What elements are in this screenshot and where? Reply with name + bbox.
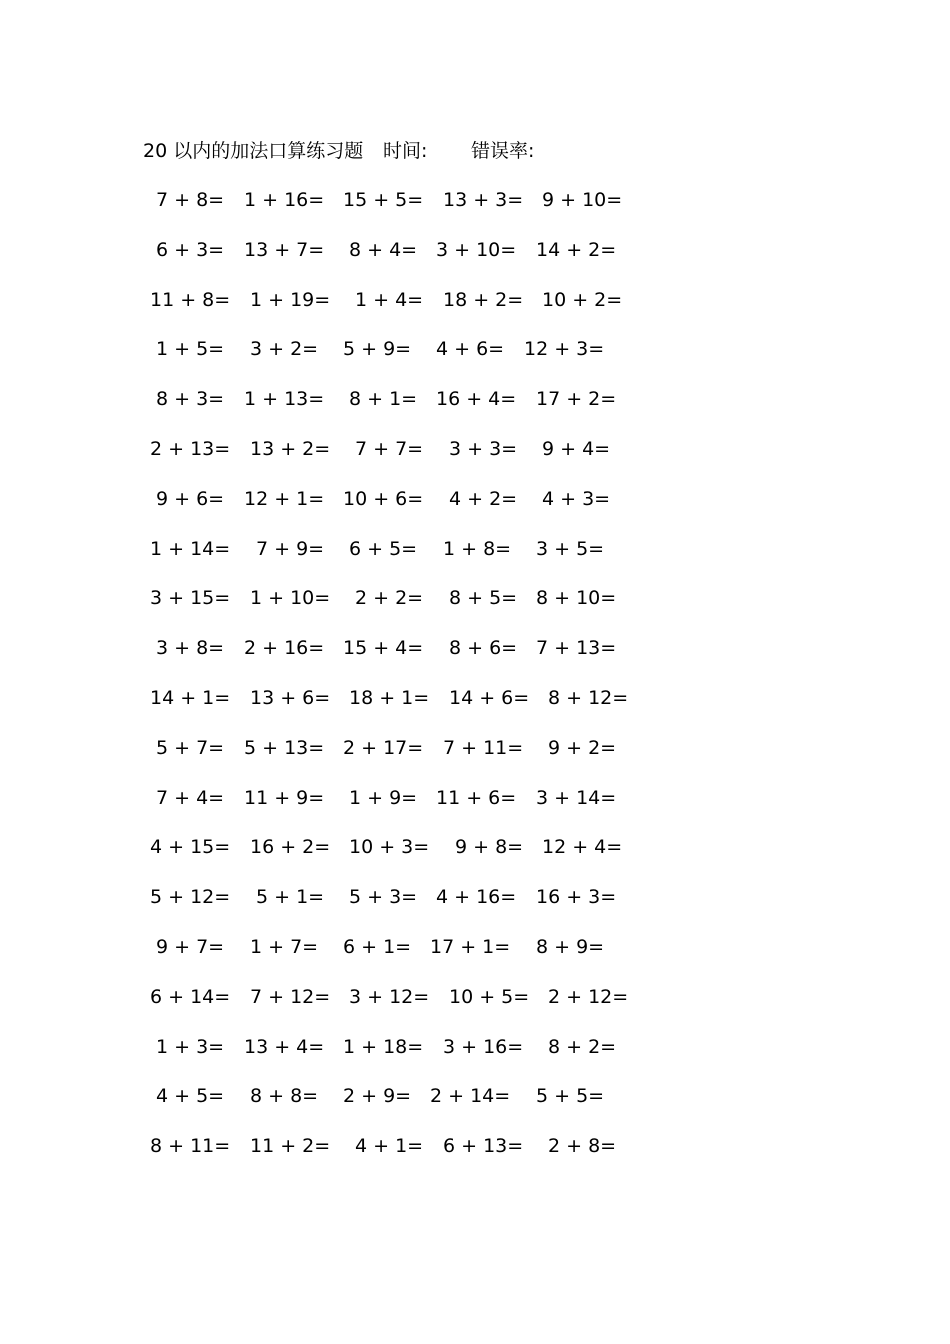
- problem-row: [0, 435, 950, 463]
- problem-item: 3 + 3=: [449, 438, 518, 460]
- problem-item: 8 + 12=: [548, 687, 629, 709]
- error-rate-label: 错误率:: [471, 140, 535, 162]
- problem-item: 6 + 13=: [443, 1135, 524, 1158]
- problem-item: 6 + 5=: [349, 537, 418, 560]
- problem-item: 7 + 12=: [250, 985, 331, 1008]
- problem-row: [0, 1082, 950, 1110]
- time-label: 时间:: [383, 140, 428, 162]
- problem-item: 3 + 10=: [436, 238, 517, 261]
- problem-item: 7 + 8=: [156, 189, 225, 211]
- problem-item: 1 + 19=: [250, 288, 331, 311]
- problem-row: [0, 584, 950, 612]
- problem-item: 18 + 2=: [443, 288, 524, 311]
- problem-item: 7 + 13=: [536, 637, 617, 660]
- problem-item: 1 + 16=: [244, 189, 325, 211]
- problem-item: 13 + 7=: [244, 238, 325, 261]
- problem-item: 8 + 8=: [250, 1085, 319, 1108]
- problem-item: 18 + 1=: [349, 687, 430, 709]
- problem-item: 1 + 14=: [150, 537, 231, 560]
- problem-item: 7 + 9=: [256, 537, 325, 560]
- problem-item: 8 + 3=: [156, 388, 225, 411]
- problem-item: 4 + 2=: [449, 487, 518, 510]
- problem-item: 4 + 6=: [436, 338, 505, 361]
- problem-item: 8 + 4=: [349, 238, 418, 261]
- problem-item: 2 + 17=: [343, 736, 424, 759]
- problem-item: 16 + 4=: [436, 388, 517, 411]
- problem-item: 1 + 5=: [156, 338, 225, 361]
- problem-item: 4 + 3=: [542, 487, 611, 510]
- problem-item: 3 + 8=: [156, 637, 225, 660]
- problem-item: 5 + 7=: [156, 736, 225, 759]
- problem-item: 14 + 6=: [449, 687, 530, 709]
- problem-item: 10 + 5=: [449, 985, 530, 1008]
- problem-item: 3 + 12=: [349, 985, 430, 1008]
- problem-row: [0, 833, 950, 861]
- problem-item: 11 + 8=: [150, 288, 231, 311]
- problem-item: 16 + 3=: [536, 886, 617, 909]
- problem-item: 4 + 15=: [150, 836, 231, 859]
- problem-row: [0, 286, 950, 314]
- problem-item: 8 + 9=: [536, 936, 605, 958]
- problem-item: 5 + 13=: [244, 736, 325, 759]
- problem-item: 9 + 7=: [156, 936, 225, 958]
- problem-row: [0, 335, 950, 363]
- problem-item: 3 + 16=: [443, 1035, 524, 1058]
- problem-item: 2 + 16=: [244, 637, 325, 660]
- problem-item: 7 + 4=: [156, 786, 225, 809]
- problem-row: [0, 883, 950, 911]
- problem-item: 1 + 8=: [443, 537, 512, 560]
- problem-item: 13 + 6=: [250, 687, 331, 709]
- problem-item: 1 + 3=: [156, 1035, 225, 1058]
- problem-item: 2 + 9=: [343, 1085, 412, 1108]
- problem-item: 5 + 5=: [536, 1085, 605, 1108]
- problem-item: 4 + 16=: [436, 886, 517, 909]
- problem-item: 8 + 2=: [548, 1035, 617, 1058]
- problem-item: 2 + 8=: [548, 1135, 617, 1158]
- problem-item: 10 + 3=: [349, 836, 430, 859]
- problem-item: 3 + 5=: [536, 537, 605, 560]
- problem-item: 1 + 10=: [250, 587, 331, 610]
- problem-item: 8 + 6=: [449, 637, 518, 660]
- problem-item: 8 + 1=: [349, 388, 418, 411]
- problem-item: 2 + 14=: [430, 1085, 511, 1108]
- problem-row: [0, 1033, 950, 1061]
- problem-row: [0, 933, 950, 961]
- problem-row: [0, 684, 950, 712]
- problem-item: 12 + 3=: [524, 338, 605, 361]
- problem-row: [0, 983, 950, 1011]
- problem-item: 5 + 1=: [256, 886, 325, 909]
- problem-item: 6 + 14=: [150, 985, 231, 1008]
- problem-item: 1 + 4=: [355, 288, 424, 311]
- problem-item: 1 + 9=: [349, 786, 418, 809]
- problem-item: 10 + 2=: [542, 288, 623, 311]
- problem-item: 9 + 4=: [542, 438, 611, 460]
- problem-item: 1 + 18=: [343, 1035, 424, 1058]
- problem-item: 15 + 4=: [343, 637, 424, 660]
- problem-item: 15 + 5=: [343, 189, 424, 211]
- problem-item: 5 + 12=: [150, 886, 231, 909]
- problem-item: 9 + 2=: [548, 736, 617, 759]
- worksheet-title: 20 以内的加法口算练习题: [143, 140, 364, 162]
- problem-item: 13 + 3=: [443, 189, 524, 211]
- problem-item: 8 + 11=: [150, 1135, 231, 1158]
- problem-item: 11 + 9=: [244, 786, 325, 809]
- problem-item: 14 + 1=: [150, 687, 231, 709]
- problem-item: 2 + 12=: [548, 985, 629, 1008]
- problem-item: 8 + 5=: [449, 587, 518, 610]
- problem-item: 2 + 13=: [150, 438, 231, 460]
- problem-row: [0, 734, 950, 762]
- problem-item: 4 + 5=: [156, 1085, 225, 1108]
- problem-item: 17 + 1=: [430, 936, 511, 958]
- problem-item: 9 + 10=: [542, 189, 623, 211]
- problem-row: [0, 784, 950, 812]
- problem-item: 17 + 2=: [536, 388, 617, 411]
- problem-item: 7 + 11=: [443, 736, 524, 759]
- problem-item: 5 + 3=: [349, 886, 418, 909]
- problem-row: [0, 236, 950, 264]
- problem-item: 3 + 14=: [536, 786, 617, 809]
- problem-item: 5 + 9=: [343, 338, 412, 361]
- problem-row: [0, 385, 950, 413]
- problem-row: [0, 535, 950, 563]
- problem-item: 2 + 2=: [355, 587, 424, 610]
- problem-item: 6 + 1=: [343, 936, 412, 958]
- problem-item: 4 + 1=: [355, 1135, 424, 1158]
- problem-item: 11 + 2=: [250, 1135, 331, 1158]
- problem-item: 9 + 6=: [156, 487, 225, 510]
- problem-row: [0, 1132, 950, 1160]
- problem-item: 10 + 6=: [343, 487, 424, 510]
- problem-item: 8 + 10=: [536, 587, 617, 610]
- problem-item: 1 + 13=: [244, 388, 325, 411]
- problem-item: 9 + 8=: [455, 836, 524, 859]
- problem-row: [0, 186, 950, 214]
- problem-item: 16 + 2=: [250, 836, 331, 859]
- problem-row: [0, 634, 950, 662]
- problem-item: 13 + 4=: [244, 1035, 325, 1058]
- problem-item: 13 + 2=: [250, 438, 331, 460]
- problem-item: 14 + 2=: [536, 238, 617, 261]
- problem-item: 1 + 7=: [250, 936, 319, 958]
- problem-item: 12 + 1=: [244, 487, 325, 510]
- problem-item: 12 + 4=: [542, 836, 623, 859]
- problem-item: 6 + 3=: [156, 238, 225, 261]
- problem-row: [0, 485, 950, 513]
- problem-item: 3 + 15=: [150, 587, 231, 610]
- problem-item: 11 + 6=: [436, 786, 517, 809]
- problem-item: 7 + 7=: [355, 438, 424, 460]
- problem-item: 3 + 2=: [250, 338, 319, 361]
